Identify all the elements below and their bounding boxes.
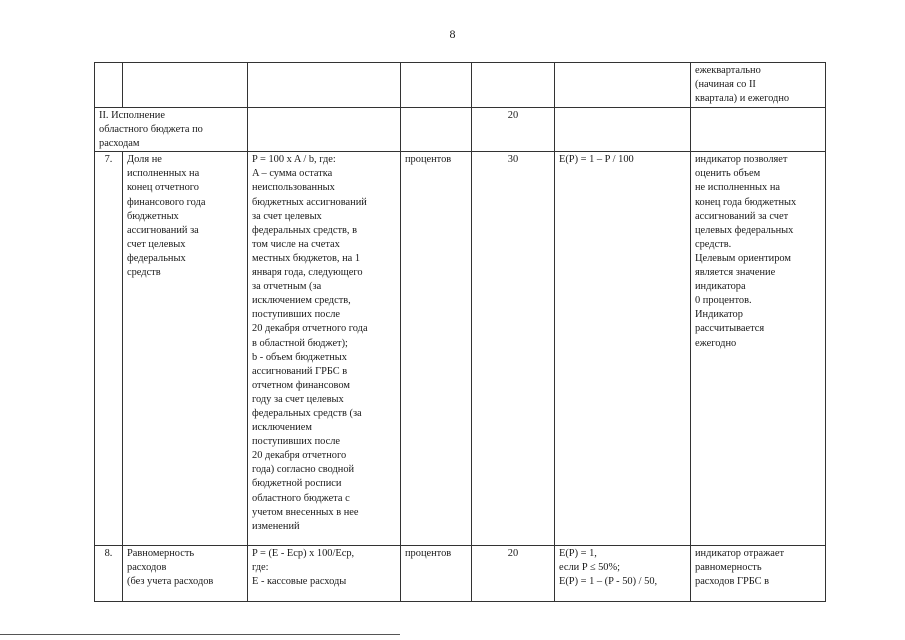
indicator-formula: P = (E - Ecp) x 100/Ecp, где: E - кассовые расходы <box>248 546 401 602</box>
cell-comment <box>691 108 826 152</box>
indicator-formula: P = 100 x A / b, где: A – сумма остатка неиспользованных бюджетных ассигнований за счет целевых федеральных средств, в том числе на счетах местных бюджетов, на 1 января года, следующего за отчетным (за исключением средств, поступивших после 20 декабря отчетного года в областной бюджет); b - объем бюджетных ассигнований ГРБС в отчетном финансовом году за счет целевых федеральных средств (за исключением поступивших после 20 декабря отчетного года) согласно сводной бюджетной росписи областного бюджета с учетом внесенных в нее изменений <box>248 152 401 546</box>
page-number: 8 <box>449 27 456 41</box>
section-title: II. Исполнение областного бюджета по расходам <box>95 108 248 152</box>
cell-unit <box>401 63 472 108</box>
indicator-name: Доля не исполненных на конец отчетного финансового года бюджетных ассигнований за счет целевых федеральных средств <box>123 152 248 546</box>
indicator-weight: 20 <box>472 546 555 602</box>
cell-formula <box>248 63 401 108</box>
indicator-weight: 30 <box>472 152 555 546</box>
cell-comment: ежеквартально (начиная со II квартала) и ежегодно <box>691 63 826 108</box>
footer-divider <box>0 634 400 635</box>
indicator-unit: процентов <box>401 546 472 602</box>
indicator-evaluation: E(P) = 1 – P / 100 <box>555 152 691 546</box>
table-row-continued <box>95 63 826 108</box>
row-number: 8. <box>95 546 123 602</box>
indicators-table <box>94 62 826 602</box>
table-row <box>95 546 826 602</box>
cell-num <box>95 63 123 108</box>
indicator-name: Равномерность расходов (без учета расходов <box>123 546 248 602</box>
section-weight: 20 <box>472 108 555 152</box>
cell-evaluation <box>555 63 691 108</box>
cell-evaluation <box>555 108 691 152</box>
section-row <box>95 108 826 152</box>
cell-name <box>123 63 248 108</box>
indicator-unit: процентов <box>401 152 472 546</box>
row-number: 7. <box>95 152 123 546</box>
table-row <box>95 152 826 546</box>
indicator-comment: индикатор позволяет оценить объем не исполненных на конец года бюджетных ассигнований за счет целевых федеральных средств. Целевым ориентиром является значение индикатора 0 процентов. Индикатор рассчитывается ежегодно <box>691 152 826 546</box>
cell-unit <box>401 108 472 152</box>
cell-weight <box>472 63 555 108</box>
indicator-evaluation: E(P) = 1, если P ≤ 50%; E(P) = 1 – (P - 50) / 50, <box>555 546 691 602</box>
cell-formula <box>248 108 401 152</box>
indicator-comment: индикатор отражает равномерность расходов ГРБС в <box>691 546 826 602</box>
